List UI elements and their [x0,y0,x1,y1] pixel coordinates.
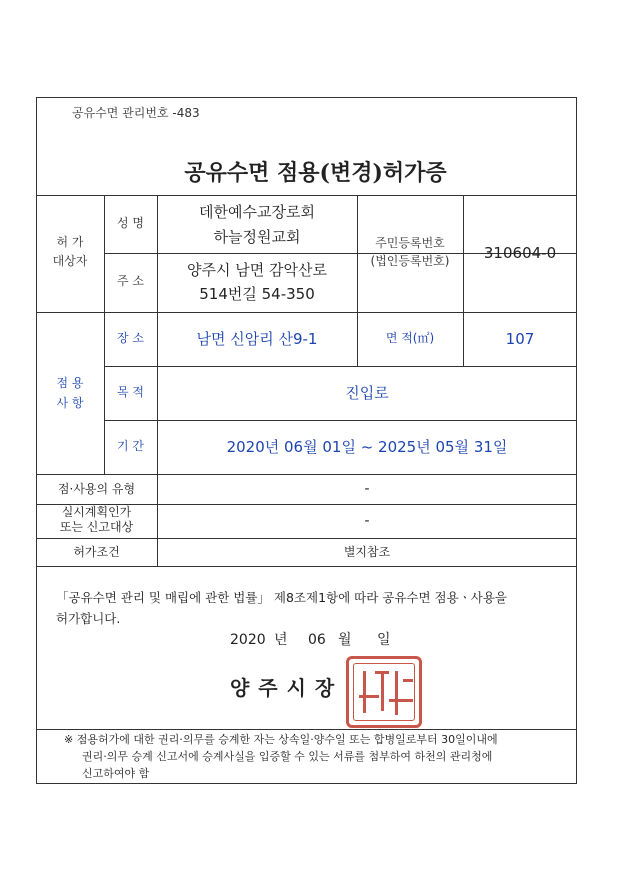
usage-type-value: - [364,481,370,497]
place-value: 남면 신암리 산9-1 [196,330,318,348]
official-seal [346,656,422,728]
occupancy-label-2: 사 항 [56,396,84,410]
period-value: 2020년 06월 01일 ~ 2025년 05월 31일 [226,438,508,456]
date-year-unit: 년 [274,632,288,648]
plan-value: - [364,513,370,529]
permit-target-label-1: 허 가 [56,235,84,249]
plan-label-line2: 또는 신고대상 [59,520,134,534]
permit-target-label-2: 대상자 [52,254,88,268]
statement-line2: 허가합니다. [56,611,121,626]
usage-type-label: 점·사용의 유형 [57,482,136,496]
plan-label-line1: 실시계획인가 [61,505,132,519]
document-title: 공유수면 점용(변경)허가증 [184,160,447,186]
id-value: 310604-0 [483,244,557,262]
purpose-label: 목 적 [117,385,144,399]
note-line3: 신고하여야 함 [82,767,150,780]
id-label-line1: 주민등록번호 [375,236,445,250]
place-label: 장 소 [117,331,144,345]
issuer-name: 양 주 시 장 [230,676,336,700]
date-year: 2020 [230,632,266,648]
occupancy-label-1: 점 용 [56,376,84,390]
condition-value: 별지참조 [343,545,391,559]
statement-line1: 「공유수면 관리 및 매립에 관한 법률」 제8조제1항에 따라 공유수면 점용ㆍ사용을 [56,590,507,605]
note-line2: 권리·의무 승계 신고서에 승계사실을 입증할 수 있는 서류를 첨부하여 하천의 관리청에 [82,750,493,763]
area-value: 107 [505,330,535,348]
condition-label: 허가조건 [73,545,120,559]
date-day-unit: 일 [377,632,391,648]
period-label: 기 간 [117,439,144,453]
address-value-line2: 514번길 54-350 [199,285,315,303]
note-line1: ※ 점용허가에 대한 권리·의무를 승계한 자는 상속일·양수일 또는 합병일로부터 30일이내에 [64,733,498,746]
purpose-value: 진입로 [345,384,389,402]
name-value-line2: 하늘정원교회 [213,228,301,246]
date-month: 06 [308,632,326,648]
name-label: 성 명 [117,216,144,230]
management-number: 공유수면 관리번호 -483 [72,106,200,120]
date-month-unit: 월 [338,632,352,648]
address-label: 주 소 [117,274,144,288]
area-label: 면 적(㎡) [385,331,435,345]
name-value-line1: 데한예수교장로회 [199,203,315,221]
id-label-line2: (법인등록번호) [370,254,450,268]
address-value-line1: 양주시 남면 감악산로 [187,261,327,279]
